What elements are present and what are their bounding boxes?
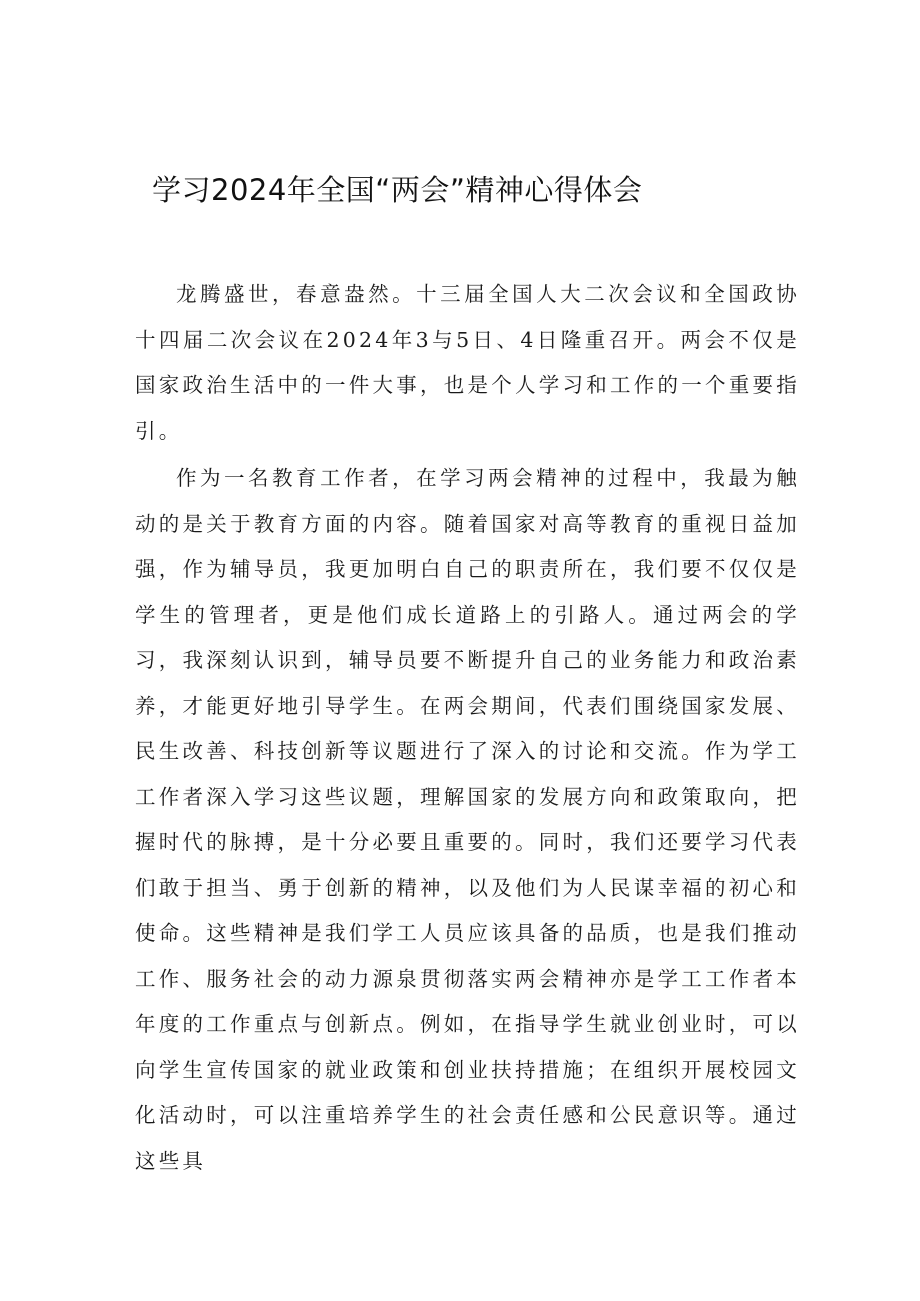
paragraph-2: 作为一名教育工作者，在学习两会精神的过程中，我最为触动的是关于教育方面的内容。随着国家对高等教育的重视日益加强，作为辅导员，我更加明白自己的职责所在，我们要不仅仅是学生的管理者，更是他们成长道路上的引路人。通过两会的学习，我深刻认识到，辅导员要不断提升自己的业务能力和政治素养，才能更好地引导学生。在两会期间，代表们围绕国家发展、民生改善、科技创新等议题进行了深入的讨论和交流。作为学工工作者深入学习这些议题，理解国家的发展方向和政策取向，把握时代的脉搏，是十分必要且重要的。同时，我们还要学习代表们敢于担当、勇于创新的精神，以及他们为人民谋幸福的初心和使命。这些精神是我们学工人员应该具备的品质，也是我们推动工作、服务社会的动力源泉贯彻落实两会精神亦是学工工作者本年度的工作重点与创新点。例如，在指导学生就业创业时，可以向学生宣传国家的就业政策和创业扶持措施；在组织开展校园文化活动时，可以注重培养学生的社会责任感和公民意识等。通过这些具 <box>135 466 800 1173</box>
paragraph-1: 龙腾盛世，春意盎然。十三届全国人大二次会议和全国政协十四届二次会议在2024年3与5日、4日隆重召开。两会不仅是国家政治生活中的一件大事，也是个人学习和工作的一个重要指引。 <box>135 282 800 443</box>
document-body <box>135 272 800 1184</box>
document-title: 学习2024年全国“两会”精神心得体会 <box>152 173 643 207</box>
